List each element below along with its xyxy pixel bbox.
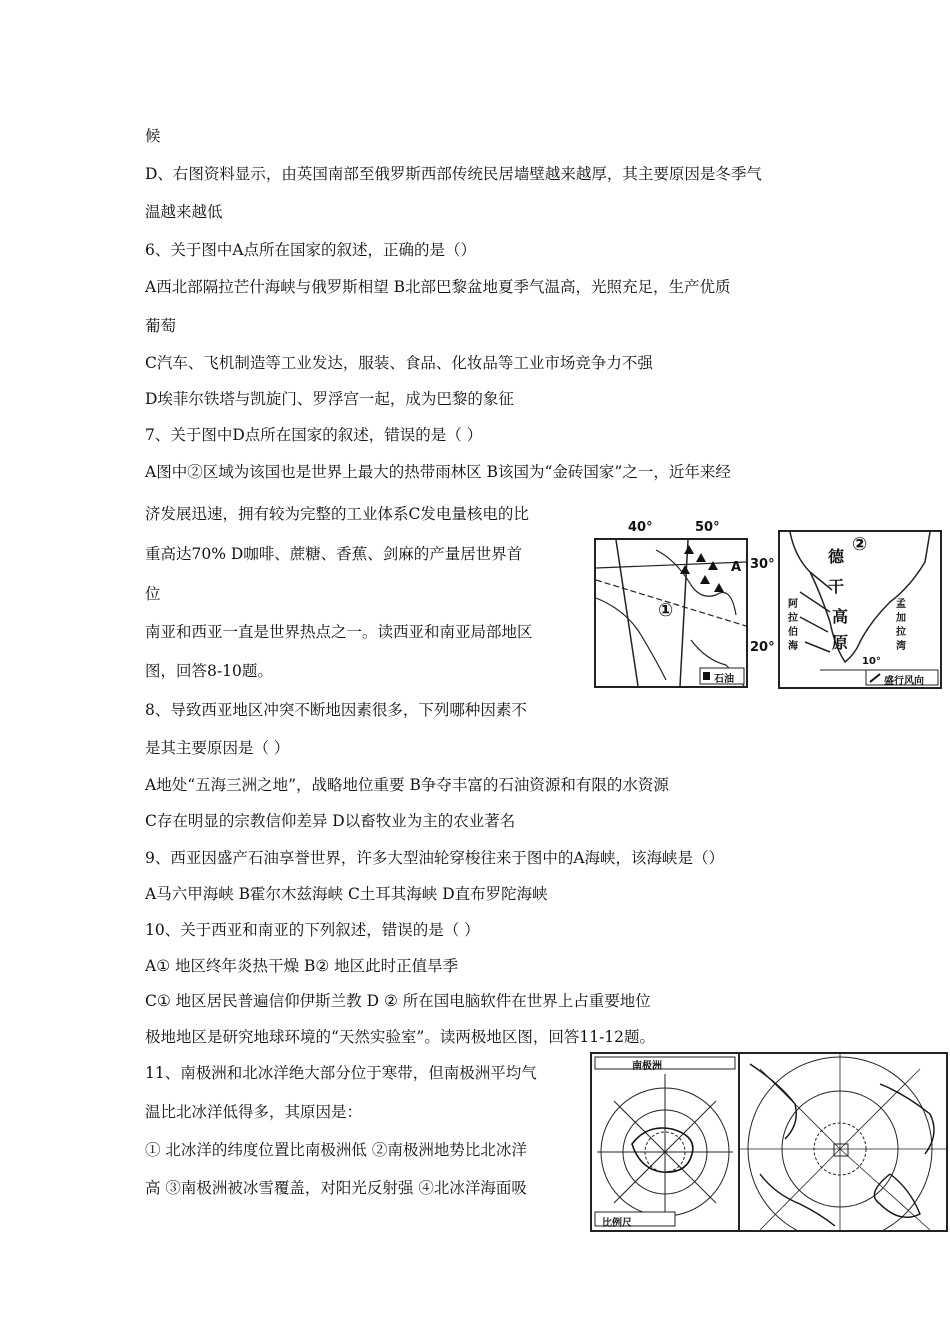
question-11: 11、南极洲和北冰洋绝大部分位于寒带，但南极洲平均气	[145, 1064, 537, 1082]
region-2-label: ②	[852, 534, 868, 555]
question-7: 7、关于图中D点所在国家的叙述，错误的是（ ）	[145, 426, 483, 444]
text-line: 极地地区是研究地球环境的“天然实验室”。读两极地区图，回答11-12题。	[145, 1028, 656, 1046]
text-line: 是其主要原因是（ ）	[145, 739, 290, 757]
text-line: 济发展迅速，拥有较为完整的工业体系C发电量核电的比	[145, 505, 529, 523]
antarctica-title: 南极洲	[632, 1061, 662, 1072]
text-line: 南亚和西亚一直是世界热点之一。读西亚和南亚局部地区	[145, 623, 533, 641]
map-label-lat30: 30°	[750, 557, 775, 572]
point-a-label: A	[731, 560, 742, 575]
west-asia-map	[594, 538, 748, 688]
label-lat10: 10°	[862, 656, 881, 667]
map-label-lat20: 20°	[750, 640, 775, 655]
region-1-label: ①	[658, 600, 674, 621]
label-gan: 干	[828, 577, 845, 596]
scale-label: 比例尺	[602, 1218, 632, 1229]
text-line: A① 地区终年炎热干燥 B② 地区此时正值旱季	[145, 957, 459, 975]
map-label-lon40: 40°	[628, 520, 653, 535]
text-line: D埃菲尔铁塔与凯旋门、罗浮宫一起，成为巴黎的象征	[145, 390, 514, 408]
question-6: 6、关于图中A点所在国家的叙述，正确的是（）	[145, 241, 477, 259]
legend-oil: 石油	[714, 674, 734, 685]
text-line: C存在明显的宗教信仰差异 D以畜牧业为主的农业著名	[145, 812, 516, 830]
legend-wind: 盛行风向	[884, 676, 924, 687]
label-bay-of-bengal: 孟加拉湾	[896, 599, 906, 652]
antarctica-map	[590, 1052, 740, 1232]
text-line: D、右图资料显示，由英国南部至俄罗斯西部传统民居墙壁越来越厚，其主要原因是冬季气	[145, 165, 762, 183]
text-line: A马六甲海峡 B霍尔木兹海峡 C土耳其海峡 D直布罗陀海峡	[145, 885, 548, 903]
text-line: 葡萄	[145, 317, 177, 335]
south-asia-map	[778, 530, 942, 689]
text-line: 重高达70% D咖啡、蔗糖、香蕉、剑麻的产量居世界首	[145, 545, 523, 563]
map-label-lon50: 50°	[695, 520, 720, 535]
text-line: 图，回答8-10题。	[145, 662, 273, 680]
arctic-map	[738, 1052, 948, 1232]
question-8: 8、导致西亚地区冲突不断地因素很多，下列哪种因素不	[145, 701, 527, 719]
text-line: A图中②区域为该国也是世界上最大的热带雨林区 B该国为“金砖国家”之一，近年来经	[145, 463, 731, 481]
text-line: 温比北冰洋低得多，其原因是：	[145, 1103, 363, 1121]
text-line: 温越来越低	[145, 203, 223, 221]
text-line: A西北部隔拉芒什海峡与俄罗斯相望 B北部巴黎盆地夏季气温高，光照充足，生产优质	[145, 278, 731, 296]
label-arabian-sea: 阿拉伯海	[788, 599, 798, 652]
label-yuan: 原	[832, 633, 849, 652]
text-line: C汽车、飞机制造等工业发达，服装、食品、化妆品等工业市场竞争力不强	[145, 354, 653, 372]
text-line: ① 北冰洋的纬度位置比南极洲低 ②南极洲地势比北冰洋	[145, 1141, 527, 1159]
text-line: A地处“五海三洲之地”，战略地位重要 B争夺丰富的石油资源和有限的水资源	[145, 776, 669, 794]
text-line: 位	[145, 585, 161, 603]
label-gao: 高	[832, 607, 849, 626]
text-line: C① 地区居民普遍信仰伊斯兰教 D ② 所在国电脑软件在世界上占重要地位	[145, 992, 651, 1010]
text-line: 高 ③南极洲被冰雪覆盖，对阳光反射强 ④北冰洋海面吸	[145, 1179, 527, 1197]
label-de: 德	[828, 547, 845, 566]
question-10: 10、关于西亚和南亚的下列叙述，错误的是（ ）	[145, 921, 480, 939]
question-9: 9、西亚因盛产石油享誉世界，许多大型油轮穿梭往来于图中的A海峡，该海峡是（）	[145, 849, 725, 867]
text-line: 候	[145, 127, 161, 145]
